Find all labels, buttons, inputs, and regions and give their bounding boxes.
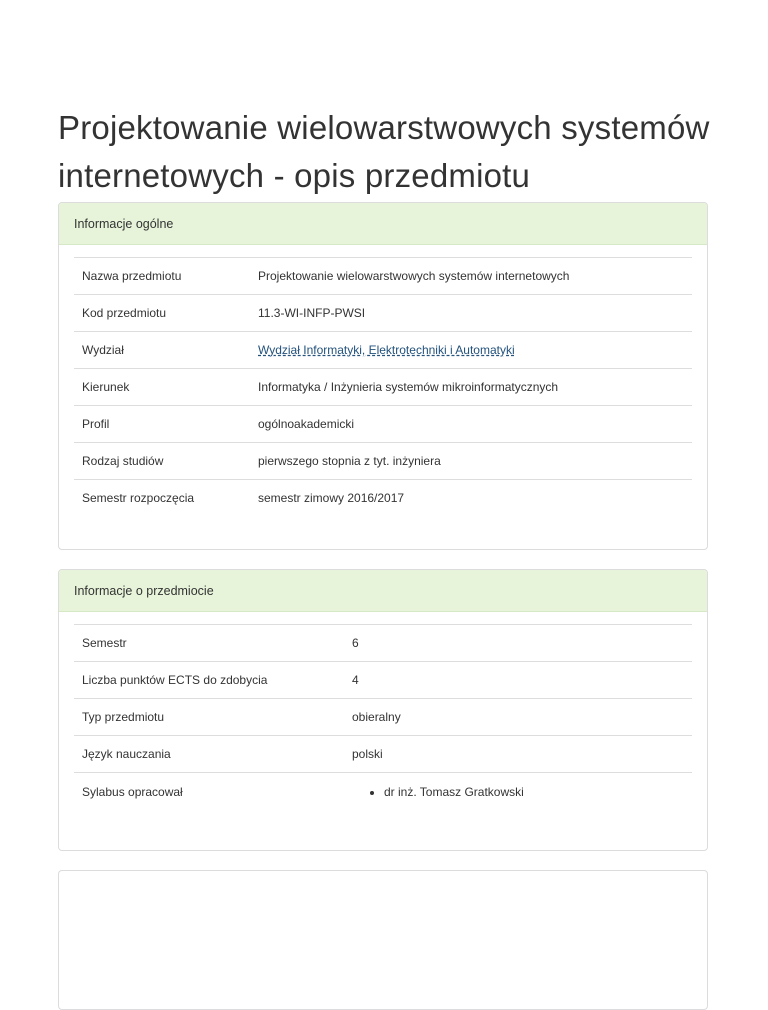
table-row: [74, 332, 692, 369]
row-value: polski: [344, 736, 692, 773]
table-row: [74, 773, 692, 823]
row-value: 6: [344, 625, 692, 662]
row-label: Kod przedmiotu: [74, 295, 250, 332]
table-row: [74, 662, 692, 699]
course-info-heading: Informacje o przedmiocie: [59, 570, 707, 612]
table-row: [74, 406, 692, 443]
table-row: [74, 443, 692, 480]
row-label: Język nauczania: [74, 736, 344, 773]
row-label: Typ przedmiotu: [74, 699, 344, 736]
table-row: [74, 369, 692, 406]
department-link[interactable]: Wydział Informatyki, Elektrotechniki i Automatyki: [258, 343, 515, 357]
author-list: [352, 785, 684, 799]
row-label: Rodzaj studiów: [74, 443, 250, 480]
page-title: Projektowanie wielowarstwowych systemów internetowych - opis przedmiotu: [58, 109, 710, 194]
next-panel: [58, 870, 708, 1010]
table-row: [74, 480, 692, 517]
row-label: Sylabus opracował: [74, 773, 344, 823]
row-label: Kierunek: [74, 369, 250, 406]
table-row: [74, 625, 692, 662]
row-label: Profil: [74, 406, 250, 443]
row-value: pierwszego stopnia z tyt. inżyniera: [250, 443, 692, 480]
row-value: semestr zimowy 2016/2017: [250, 480, 692, 517]
general-info-table: [74, 257, 692, 517]
row-value: 11.3-WI-INFP-PWSI: [250, 295, 692, 332]
table-row: [74, 699, 692, 736]
row-label: Nazwa przedmiotu: [74, 258, 250, 295]
general-info-panel: [58, 202, 708, 550]
row-value: Projektowanie wielowarstwowych systemów internetowych: [250, 258, 692, 295]
row-value: 4: [344, 662, 692, 699]
row-value: Informatyka / Inżynieria systemów mikroinformatycznych: [250, 369, 692, 406]
row-value: obieralny: [344, 699, 692, 736]
row-value: [344, 773, 692, 823]
row-value: ogólnoakademicki: [250, 406, 692, 443]
table-row: [74, 295, 692, 332]
row-label: Semestr rozpoczęcia: [74, 480, 250, 517]
list-item: • dr inż. Tomasz Gratkowski: [384, 785, 684, 799]
row-label: Wydział: [74, 332, 250, 369]
row-label: Liczba punktów ECTS do zdobycia: [74, 662, 344, 699]
row-value: [250, 332, 692, 369]
row-label: Semestr: [74, 625, 344, 662]
course-info-panel: [58, 569, 708, 851]
course-info-table: [74, 624, 692, 823]
general-info-heading: Informacje ogólne: [59, 203, 707, 245]
table-row: [74, 258, 692, 295]
table-row: [74, 736, 692, 773]
